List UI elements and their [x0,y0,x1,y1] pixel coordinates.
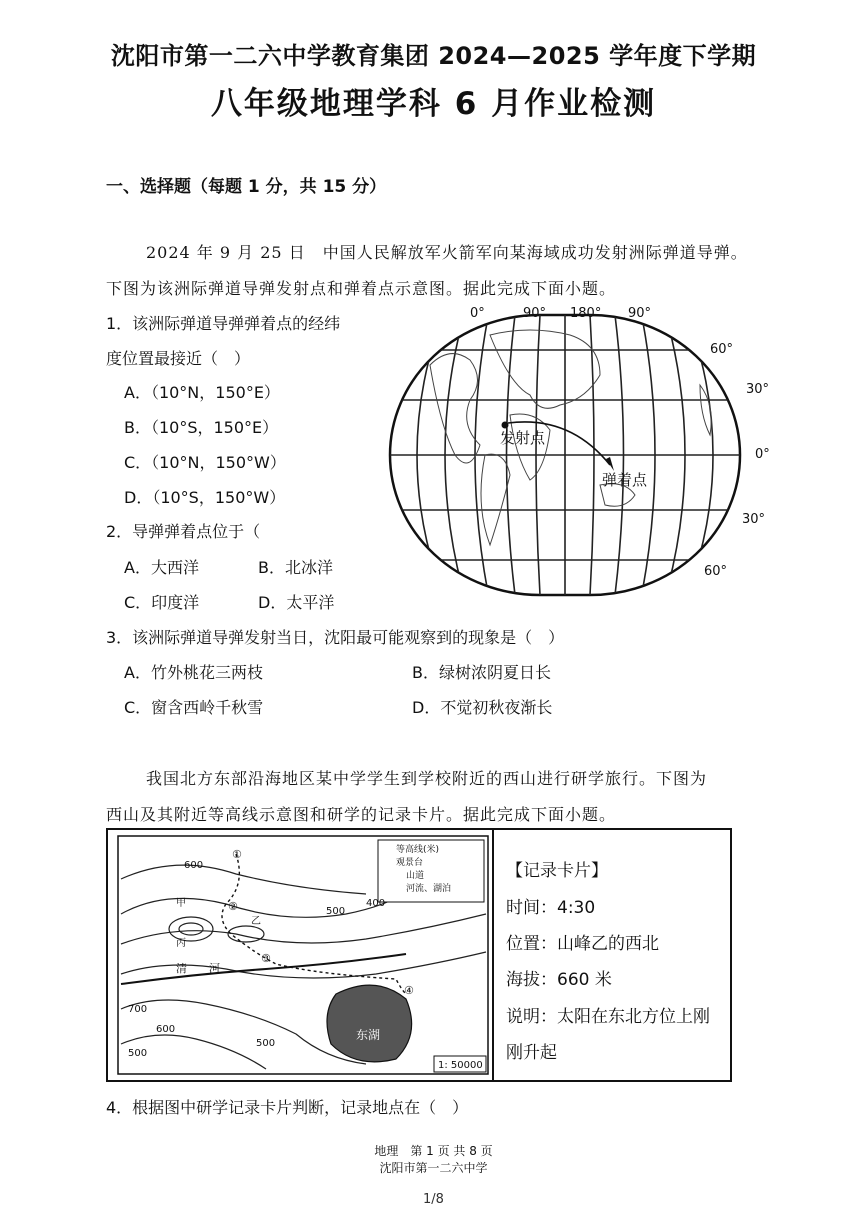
peak-label-bing: 丙 [176,938,186,949]
question-3-option-b: B．绿树浓阴夏日长 [412,663,551,682]
record-card-altitude: 海拔：660 米 [506,970,612,990]
contour-map [116,834,490,1076]
legend-trail: 山道 [406,871,425,881]
latitude-label-30n: 30° [746,382,770,397]
legend-river-lake: 河流、湖泊 [406,884,452,894]
latitude-label-60n: 60° [710,342,734,357]
contour-value-7: 500 [256,1038,276,1049]
question-1-option-c: C．（10°N，150°W） [124,453,286,472]
point-label-4: ④ [404,984,414,997]
record-card-position: 位置：山峰乙的西北 [506,934,659,954]
question-2-option-c: C．印度洋 [124,593,200,612]
peak-label-jia: 甲 [176,898,186,909]
page-number: 1/8 [423,1192,444,1207]
latitude-label-60s: 60° [704,564,728,579]
latitude-label-30s: 30° [742,512,766,527]
question-4-stem: 4．根据图中研学记录卡片判断，记录地点在（ ） [106,1098,469,1117]
intro-paragraph-line2: 下图为该洲际弹道导弹发射点和弹着点示意图。据此完成下面小题。 [106,279,617,298]
footer-school: 沈阳市第一二六中学 [379,1161,488,1175]
point-label-1: ① [232,848,242,861]
legend-contour: 等高线(米) [396,845,440,855]
record-card-time: 时间：4:30 [506,898,596,918]
peak-label-yi: 乙 [251,916,261,927]
question-2-option-d: D．太平洋 [258,593,335,612]
lake-east [327,985,412,1062]
contour-value-3: 400 [366,898,386,909]
intro2-paragraph-line1: 我国北方东部沿海地区某中学学生到学校附近的西山进行研学旅行。下图为 [146,769,708,788]
record-card-note-line1: 说明：太阳在东北方位上刚 [506,1007,710,1027]
question-1-stem-line2: 度位置最接近（ ） [106,349,251,368]
question-3-option-a: A．竹外桃花三两枝 [124,663,263,682]
exam-title-line2: 八年级地理学科 6 月作业检测 [210,86,657,122]
exam-title-line1: 沈阳市第一二六中学教育集团 2024—2025 学年度下学期 [110,42,757,70]
figure-divider [492,828,494,1082]
longitude-label-90e: 90° [523,306,547,321]
point-label-2: ② [228,900,238,913]
record-card-note-line2: 刚升起 [506,1043,557,1063]
question-3-option-c: C．窗含西岭千秋雪 [124,698,264,717]
latitude-label-equator: 0° [755,447,770,462]
question-2-option-a: A．大西洋 [124,558,199,577]
question-3-stem: 3．该洲际弹道导弹发射当日，沈阳最可能观察到的现象是（ ） [106,628,565,647]
world-map-figure [370,305,770,605]
intro2-paragraph-line2: 西山及其附近等高线示意图和研学的记录卡片。据此完成下面小题。 [106,805,617,824]
record-card-title: 【记录卡片】 [506,861,608,881]
longitude-label-180: 180° [570,306,602,321]
question-1-option-a: A．（10°N，150°E） [124,383,280,402]
question-3-option-d: D．不觉初秋夜渐长 [412,698,553,717]
contour-value-1: 600 [184,860,204,871]
launch-point-marker [502,422,509,429]
longitude-label-90w: 90° [628,306,652,321]
river-label: 清 河 [176,962,220,975]
impact-point-label: 弹着点 [602,471,648,489]
contour-value-5: 600 [156,1024,176,1035]
launch-point-label: 发射点 [500,429,546,447]
map-scale: 1: 50000 [438,1060,483,1071]
contour-value-2: 500 [326,906,346,917]
longitude-label-0: 0° [470,306,485,321]
question-2-option-b: B．北冰洋 [258,558,333,577]
question-1-stem-line1: 1．该洲际弹道导弹弹着点的经纬 [106,314,341,333]
contour-value-4: 700 [128,1004,148,1015]
question-1-option-d: D．（10°S，150°W） [124,488,286,507]
contour-value-6: 500 [128,1048,148,1059]
point-label-3: ③ [261,952,271,965]
intro-paragraph-line1: 2024 年 9 月 25 日 中国人民解放军火箭军向某海域成功发射洲际弹道导弹。 [146,243,748,262]
question-1-option-b: B．（10°S，150°E） [124,418,279,437]
lake-label: 东湖 [356,1028,381,1042]
footer-page-info: 地理 第 1 页 共 8 页 [374,1144,493,1158]
question-2-stem: 2．导弹弹着点位于（ [106,522,261,541]
section-heading: 一、选择题（每题 1 分，共 15 分） [106,177,387,197]
legend-viewing-platform: 观景台 [396,858,424,868]
